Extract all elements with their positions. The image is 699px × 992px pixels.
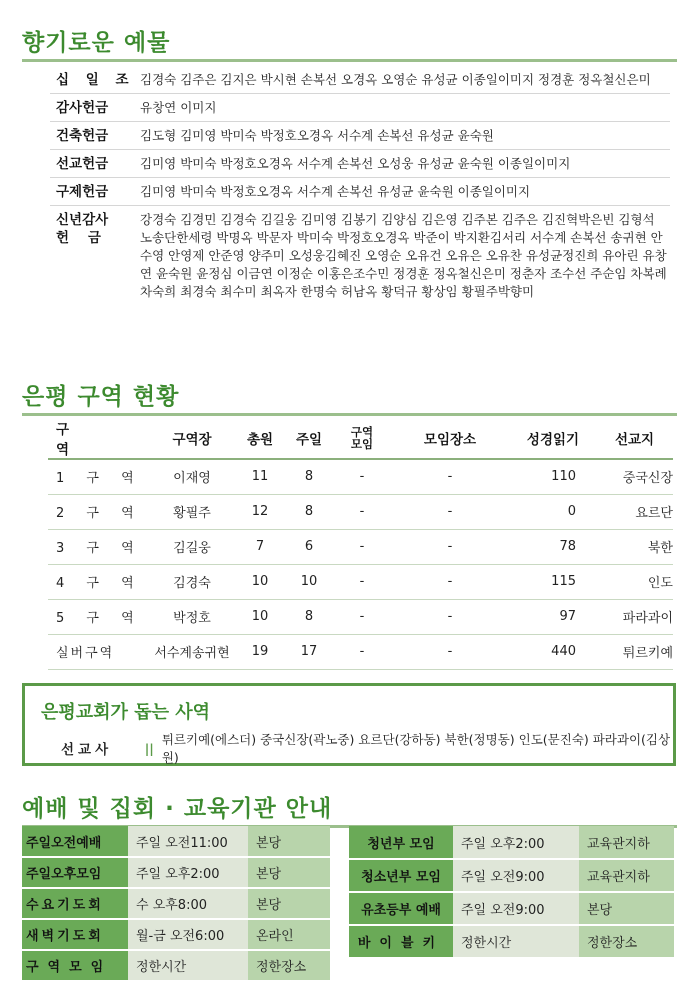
table-row <box>22 826 330 857</box>
table-row <box>48 599 673 634</box>
district-name: 3 구 역 <box>48 529 148 564</box>
offering-row-tithe <box>50 66 670 94</box>
offering-label: 십 일 조 <box>56 72 135 88</box>
offering-names: 강경숙 김경민 김경숙 김길웅 김미영 김봉기 김양심 김은영 김주본 김주은 김진혁박은빈 김형석 노송단한세령 박명옥 박문자 박미숙 박정호오경옥 박준이 박지환김서리 서수계 손복선 송귀현 안수영 안영제 안준영 양주미 오성웅김혜진 오영순 오유건 오유은 오유찬 유성균정진희 유아린 유창연 윤숙원 윤정심 이금연 이정순 이홍은조수민 정경훈 정옥철신은미 정춘자 조수선 주순임 차복례 차숙희 최경숙 최수미 최옥자 한명숙 허남옥 황덕규 황상임 황필주박향미 <box>140 212 667 299</box>
col-total: 총원 <box>236 418 284 459</box>
service-time: 주일 오전9:00 <box>453 892 579 925</box>
service-place: 정한장소 <box>248 950 330 981</box>
district-name: 5 구 역 <box>48 599 148 634</box>
offering-section-title: 향기로운 예물 <box>22 24 677 62</box>
district-bible: 115 <box>510 564 596 599</box>
service-time: 주일 오후2:00 <box>453 826 579 859</box>
district-place: - <box>390 529 510 564</box>
table-row <box>22 950 330 981</box>
district-meeting: - <box>334 459 390 494</box>
support-row <box>61 730 673 766</box>
district-place: - <box>390 634 510 669</box>
district-table-header <box>48 418 673 459</box>
col-sunday: 주일 <box>284 418 334 459</box>
district-total: 12 <box>236 494 284 529</box>
service-name: 주일오후모임 <box>22 857 128 888</box>
service-time: 월-금 오전6:00 <box>128 919 248 950</box>
district-sunday: 17 <box>284 634 334 669</box>
support-text: 튀르키예(에스더) 중국신장(곽노중) 요르단(강하동) 북한(정명동) 인도(문진숙) 파라과이(김상원) <box>161 732 671 765</box>
service-name: 구역모임 <box>22 950 128 981</box>
district-total: 7 <box>236 529 284 564</box>
service-time: 정한시간 <box>453 925 579 958</box>
offering-names: 유창연 이미지 <box>140 100 217 115</box>
service-place: 온라인 <box>248 919 330 950</box>
district-sunday: 8 <box>284 599 334 634</box>
offering-names: 김미영 박미숙 박정호오경옥 서수계 손복선 유성균 윤숙원 이종일이미지 <box>140 184 531 199</box>
table-row <box>22 857 330 888</box>
offering-row-newyear <box>50 206 670 305</box>
district-bible: 97 <box>510 599 596 634</box>
offering-label: 감사헌금 <box>56 100 109 116</box>
table-row <box>48 459 673 494</box>
district-bible: 78 <box>510 529 596 564</box>
district-mission-field: 파라과이 <box>596 599 673 634</box>
table-row <box>349 892 674 925</box>
service-place: 본당 <box>248 826 330 857</box>
service-place: 본당 <box>248 857 330 888</box>
offering-label: 건축헌금 <box>56 128 109 144</box>
offering-label: 구제헌금 <box>56 184 109 200</box>
offering-names: 김미영 박미숙 박정호오경옥 서수계 손복선 오성웅 유성균 윤숙원 이종일이미지 <box>140 156 571 171</box>
service-time: 수 오후8:00 <box>128 888 248 919</box>
table-row <box>22 919 330 950</box>
service-name: 유초등부 예배 <box>349 892 453 925</box>
support-separator: || <box>144 740 154 756</box>
offering-label: 신년감사 헌 금 <box>56 212 109 246</box>
services-table-right <box>349 826 674 959</box>
district-place: - <box>390 494 510 529</box>
service-place: 본당 <box>579 892 674 925</box>
district-name: 4 구 역 <box>48 564 148 599</box>
district-leader: 김경숙 <box>148 564 236 599</box>
table-row <box>349 859 674 892</box>
district-meeting: - <box>334 529 390 564</box>
district-place: - <box>390 564 510 599</box>
table-row <box>349 925 674 958</box>
support-ministry-box <box>22 683 676 766</box>
service-time: 주일 오전9:00 <box>453 859 579 892</box>
offering-label: 선교헌금 <box>56 156 109 172</box>
district-section-title: 은평 구역 현황 <box>22 378 677 416</box>
offering-names: 김경숙 김주은 김지은 박시현 손복선 오경옥 오영순 유성균 이종일이미지 정경훈 정옥철신은미 <box>140 72 651 87</box>
district-sunday: 8 <box>284 459 334 494</box>
col-mission-field: 선교지 <box>596 418 673 459</box>
district-leader: 김길웅 <box>148 529 236 564</box>
table-row <box>48 564 673 599</box>
district-mission-field: 튀르키예 <box>596 634 673 669</box>
district-sunday: 8 <box>284 494 334 529</box>
service-name: 청년부 모임 <box>349 826 453 859</box>
service-place: 정한장소 <box>579 925 674 958</box>
table-row <box>48 634 673 669</box>
district-meeting: - <box>334 564 390 599</box>
support-title: 은평교회가 돕는 사역 <box>41 702 211 723</box>
district-leader: 박정호 <box>148 599 236 634</box>
district-sunday: 6 <box>284 529 334 564</box>
services-table-left <box>22 826 330 982</box>
table-row <box>48 529 673 564</box>
district-table <box>48 418 673 670</box>
district-mission-field: 중국신장 <box>596 459 673 494</box>
table-row <box>349 826 674 859</box>
service-time: 주일 오후2:00 <box>128 857 248 888</box>
district-meeting: - <box>334 599 390 634</box>
col-meeting: 구역 모임 <box>334 418 390 459</box>
col-bible: 성경읽기 <box>510 418 596 459</box>
service-place: 본당 <box>248 888 330 919</box>
table-row <box>22 888 330 919</box>
offering-row-thanks <box>50 94 670 122</box>
district-total: 11 <box>236 459 284 494</box>
district-place: - <box>390 599 510 634</box>
support-label: 선교사 <box>61 742 113 758</box>
service-time: 주일 오전11:00 <box>128 826 248 857</box>
district-total: 19 <box>236 634 284 669</box>
col-place: 모임장소 <box>390 418 510 459</box>
offering-row-mission <box>50 150 670 178</box>
district-mission-field: 요르단 <box>596 494 673 529</box>
district-mission-field: 인도 <box>596 564 673 599</box>
district-total: 10 <box>236 599 284 634</box>
district-bible: 440 <box>510 634 596 669</box>
district-meeting: - <box>334 634 390 669</box>
service-place: 교육관지하 <box>579 859 674 892</box>
district-total: 10 <box>236 564 284 599</box>
district-name: 2 구 역 <box>48 494 148 529</box>
table-row <box>48 494 673 529</box>
district-leader: 황필주 <box>148 494 236 529</box>
district-leader: 서수계송귀현 <box>148 634 236 669</box>
service-name: 청소년부 모임 <box>349 859 453 892</box>
district-leader: 이재영 <box>148 459 236 494</box>
district-place: - <box>390 459 510 494</box>
service-name: 새벽기도회 <box>22 919 128 950</box>
district-mission-field: 북한 <box>596 529 673 564</box>
col-leader: 구역장 <box>148 418 236 459</box>
service-name: 수요기도회 <box>22 888 128 919</box>
offering-row-relief <box>50 178 670 206</box>
services-section-title: 예배 및 집회 · 교육기관 안내 <box>22 790 677 828</box>
service-name: 바이블키 <box>349 925 453 958</box>
service-time: 정한시간 <box>128 950 248 981</box>
service-place: 교육관지하 <box>579 826 674 859</box>
district-sunday: 10 <box>284 564 334 599</box>
district-bible: 0 <box>510 494 596 529</box>
offering-list <box>50 66 670 305</box>
offering-names: 김도형 김미영 박미숙 박정호오경옥 서수계 손복선 유성균 윤숙원 <box>140 128 494 143</box>
offering-row-building <box>50 122 670 150</box>
district-meeting: - <box>334 494 390 529</box>
district-name: 1 구 역 <box>48 459 148 494</box>
district-name: 실버구역 <box>48 634 148 669</box>
service-name: 주일오전예배 <box>22 826 128 857</box>
col-district: 구 역 <box>48 418 148 459</box>
district-bible: 110 <box>510 459 596 494</box>
